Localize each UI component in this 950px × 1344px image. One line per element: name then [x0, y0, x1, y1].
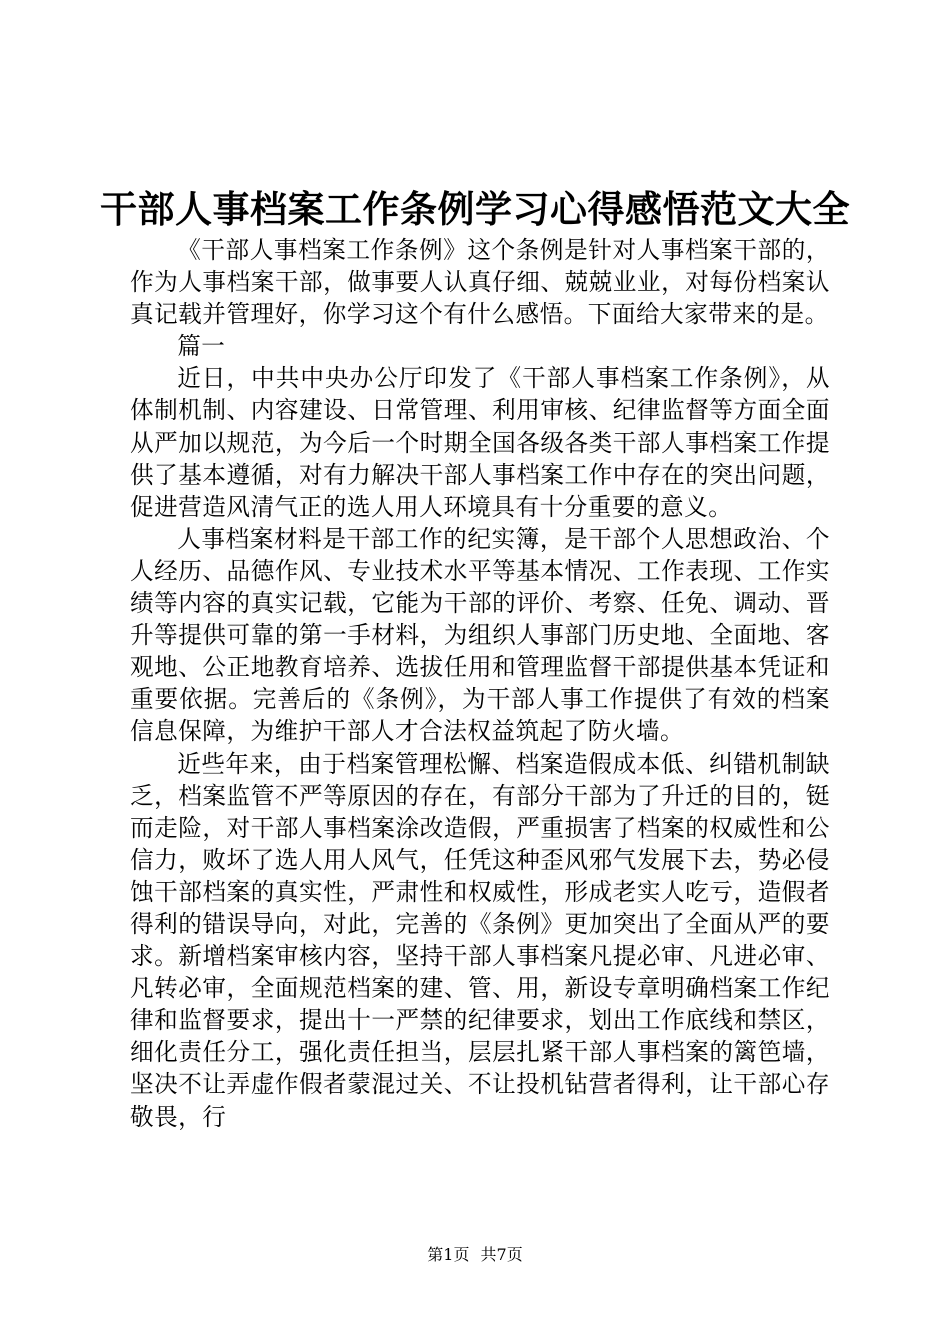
paragraph: 人事档案材料是干部工作的纪实簿，是干部个人思想政治、个人经历、品德作风、专业技术水平等基本情况、工作表现、工作实绩等内容的真实记载，它能为干部的评价、考察、任免、调动、晋升等提供可靠的第一手材料，为组织人事部门历史地、全面地、客观地、公正地教育培养、选拔任用和管理监督干部提供基本凭证和重要依据。完善后的《条例》，为干部人事工作提供了有效的档案信息保障，为维护干部人才合法权益筑起了防火墙。 [130, 524, 830, 746]
document-body [130, 234, 830, 1133]
page-number: 第1页 [427, 1245, 470, 1264]
paragraph: 近日，中共中央办公厅印发了《干部人事档案工作条例》，从体制机制、内容建设、日常管理、利用审核、纪律监督等方面全面从严加以规范，为今后一个时期全国各级各类干部人事档案工作提供了基本遵循，对有力解决干部人事档案工作中存在的突出问题，促进营造风清气正的选人用人环境具有十分重要的意义。 [130, 364, 830, 521]
section-heading: 篇一 [177, 332, 226, 361]
paragraph: 近些年来，由于档案管理松懈、档案造假成本低、纠错机制缺乏，档案监管不严等原因的存在，有部分干部为了升迁的目的，铤而走险，对干部人事档案涂改造假，严重损害了档案的权威性和公信力，败坏了选人用人风气，任凭这种歪风邪气发展下去，势必侵蚀干部档案的真实性，严肃性和权威性，形成老实人吃亏，造假者得利的错误导向，对此，完善的《条例》更加突出了全面从严的要求。新增档案审核内容，坚持干部人事档案凡提必审、凡进必审、凡转必审，全面规范档案的建、管、用，新设专章明确档案工作纪律和监督要求，提出十一严禁的纪律要求，划出工作底线和禁区，细化责任分工，强化责任担当，层层扎紧干部人事档案的篱笆墙，坚决不让弄虚作假者蒙混过关、不让投机钻营者得利，让干部心存敬畏，行 [130, 749, 830, 1131]
page-footer [0, 1244, 950, 1266]
paragraph-intro: 《干部人事档案工作条例》这个条例是针对人事档案干部的，作为人事档案干部，做事要人认真仔细、兢兢业业，对每份档案认真记载并管理好，你学习这个有什么感悟。下面给大家带来的是。 [130, 236, 830, 329]
page-total: 共7页 [480, 1245, 523, 1264]
document-title: 干部人事档案工作条例学习心得感悟范文大全 [100, 187, 850, 231]
